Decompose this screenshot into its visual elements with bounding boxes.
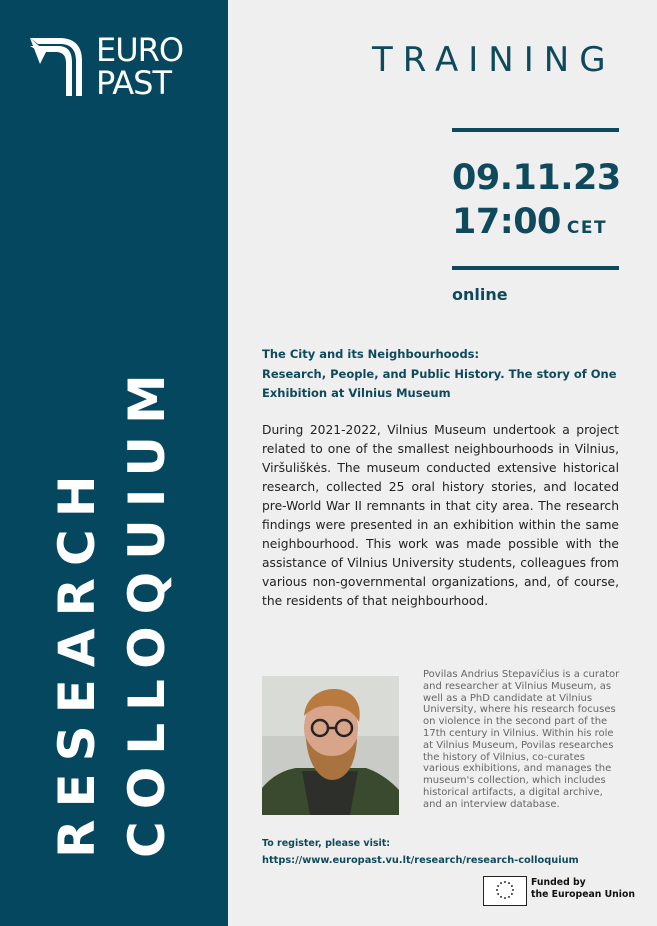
speaker-portrait-icon [262, 676, 399, 815]
vertical-title-colloquium: COLLOQUIUM [118, 362, 176, 858]
event-timezone: CET [566, 218, 608, 238]
event-date: 09.11.23 [452, 158, 621, 198]
logo-line-1: EURO [96, 31, 184, 69]
talk-title-line-2: Research, People, and Public History. The story of One Exhibition at Vilnius Museum [262, 366, 617, 400]
talk-title-line-1: The City and its Neighbourhoods: [262, 347, 480, 361]
speaker-photo [262, 676, 399, 815]
register-label: To register, please visit: [262, 838, 391, 849]
eu-flag-icon [483, 876, 527, 906]
funding-statement [531, 877, 635, 901]
funding-line-1: Funded by [531, 877, 586, 888]
europast-logo [30, 31, 200, 102]
event-type-heading: TRAINING [372, 40, 616, 80]
register-link[interactable]: https://www.europast.vu.lt/research/research-colloquium [262, 855, 579, 866]
event-datetime [452, 156, 621, 250]
talk-title [262, 345, 622, 404]
event-time-row [452, 200, 621, 250]
talk-abstract: During 2021-2022, Vilnius Museum undertook a project related to one of the smallest neighbourhoods in Vilnius, Viršuliškės. The museum conducted extensive historical research, collected 25 oral history stories, and located pre-World War II remnants in that city area. The research findings were presented in an exhibition within the same neighbourhood. This work was made possible with the assistance of Vilnius University students, colleagues from various non-governmental organizations, and, of course, the residents of that neighbourhood. [262, 423, 619, 608]
logo-line-2: PAST [96, 64, 171, 102]
europast-logo-mark-icon [30, 34, 84, 96]
event-time: 17:00 [452, 202, 561, 242]
vertical-title-research: RESEARCH [48, 463, 106, 858]
event-format: online [452, 285, 508, 304]
divider-top [452, 128, 619, 132]
europast-logo-text [96, 31, 184, 102]
sidebar [0, 0, 228, 926]
divider-bottom [452, 266, 619, 270]
funding-line-2: the European Union [531, 889, 635, 900]
speaker-bio: Povilas Andrius Stepavičius is a curator and researcher at Vilnius Museum, as well as a PhD candidate at Vilnius University, where his research focuses on violence in the second part of the 17th century in Vilnius. Within his role at Vilnius Museum, Povilas researches the history of Vilnius, co-curates various exhibitions, and manages the museum's collection, which includes historical artifacts, a digital archive, and an interview database. [423, 669, 620, 810]
